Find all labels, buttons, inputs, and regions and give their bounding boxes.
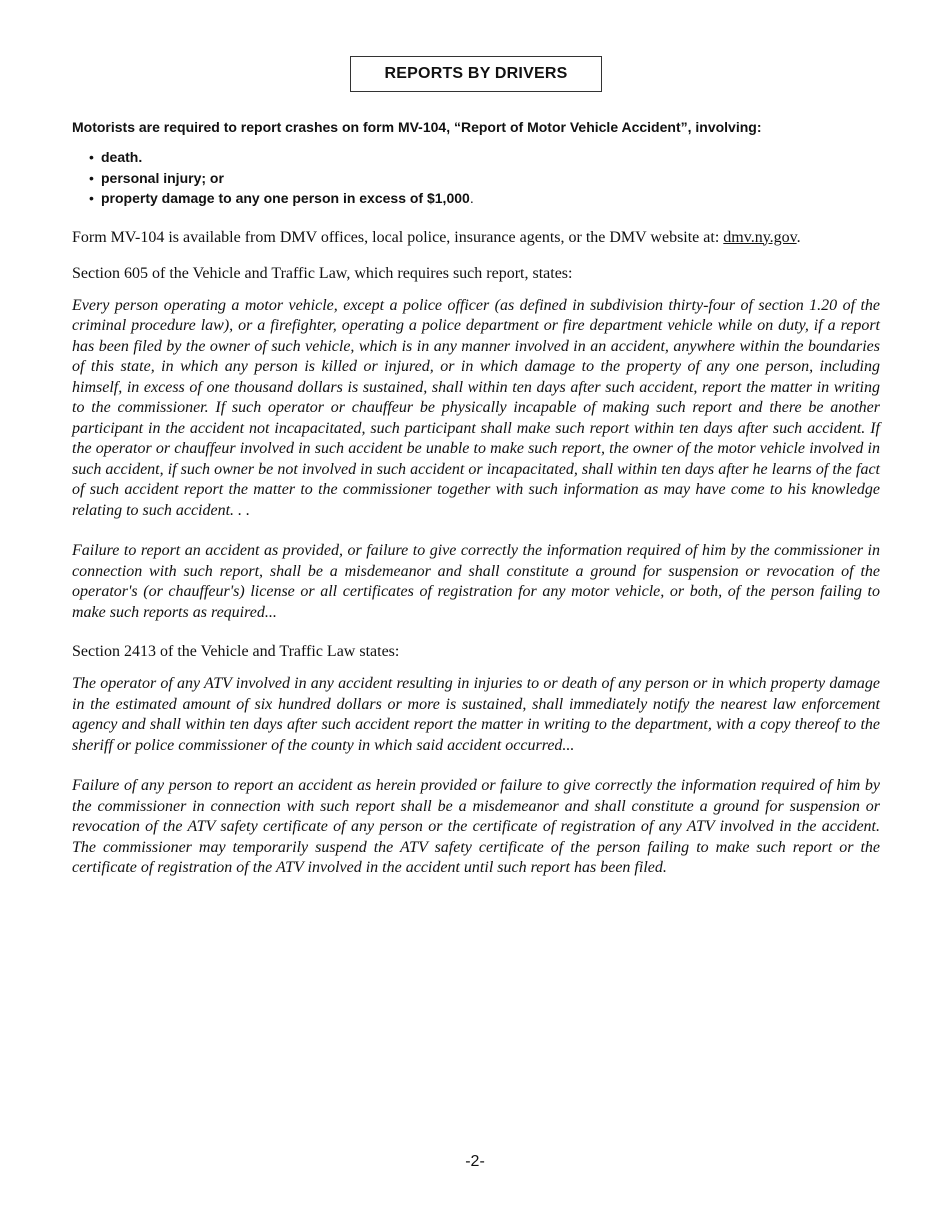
section-2413-quote-2: Failure of any person to report an accident as herein provided or failure to give correctly the information required of him by the commissioner in connection with such report shall be a misdemeanor and shall constitute a ground for suspension or revocation of the ATV safety certificate of any person or the certificate of registration of any ATV involved in the accident. The commissioner may temporarily suspend the ATV safety certificate of the person failing to make such report or the certificate of registration of the ATV involved in the accident until such report has been filed.: [72, 777, 880, 876]
form-availability-text: Form MV-104 is available from DMV offices, local police, insurance agents, or the DMV website at:: [72, 228, 724, 246]
dmv-website-link[interactable]: dmv.ny.gov: [723, 228, 797, 246]
bullet-icon: •: [89, 169, 94, 186]
intro-text: Motorists are required to report crashes on form MV-104, “Report of Motor Vehicle Accident”, involving:: [72, 119, 762, 135]
form-availability-end: .: [796, 228, 801, 246]
list-item-text: death.: [101, 149, 143, 165]
document-page: [72, 0, 880, 879]
list-item-text: personal injury; or: [101, 169, 224, 186]
section-605-intro: Section 605 of the Vehicle and Traffic Law, which requires such report, states:: [72, 264, 573, 282]
title-container: [72, 56, 880, 92]
list-item-text: property damage to any one person in excess of $1,000: [101, 190, 470, 206]
list-item-injury: [89, 168, 880, 189]
page-title: REPORTS BY DRIVERS: [350, 56, 602, 92]
bullet-icon: •: [89, 190, 94, 206]
form-availability: [72, 229, 880, 247]
section-605-quote-1: Every person operating a motor vehicle, except a police officer (as defined in subdivision thirty-four of section 1.20 of the criminal procedure law), or a firefighter, operating a police department or fire department vehicle while on duty, if a report has been filed by the owner of such vehicle, which is in any manner involved in an accident, anywhere within the boundaries of this state, in which any person is killed or injured, or in which damage to the property of any one person, including himself, in excess of one thousand dollars is sustained, shall within ten days after such accident, report the matter in writing to the commissioner. If such operator or chauffeur be physically incapable of making such report and there be another participant in the accident not incapacitated, such participant shall make such report within ten days after such accident. If the operator or chauffeur involved in such accident be unable to make such report, the owner of the motor vehicle involved in such accident, if such owner be not involved in such accident or incapacitated, shall within ten days after he learns of the fact of such accident report the matter to the commissioner together with such information as may have come to his knowledge relating to such accident. . .: [72, 296, 880, 519]
list-item-property: [89, 188, 880, 209]
page-number: -2-: [465, 1153, 485, 1170]
section-605-quote-2: Failure to report an accident as provided, or failure to give correctly the information required of him by the commissioner in connection with such report, shall be a misdemeanor and shall constitute a ground for suspension or revocation of the operator's (or chauffeur's) license or all certificates of registration for any motor vehicle, or both, of the person failing to make such reports as required...: [72, 542, 880, 621]
list-item-period: .: [469, 190, 474, 206]
bullet-icon: •: [89, 149, 94, 165]
section-2413-quote-1: The operator of any ATV involved in any accident resulting in injuries to or death of any person or in which property damage in the estimated amount of six hundred dollars or more is sustained, shall immediately notify the nearest law enforcement agency and shall within ten days after such accident report the matter in writing to the department, with a copy thereof to the sheriff or police commissioner of the county in which said accident occurred...: [72, 675, 880, 754]
list-item-death: [89, 147, 880, 168]
involvement-list: [72, 147, 880, 209]
section-2413-intro: Section 2413 of the Vehicle and Traffic Law states:: [72, 643, 400, 660]
